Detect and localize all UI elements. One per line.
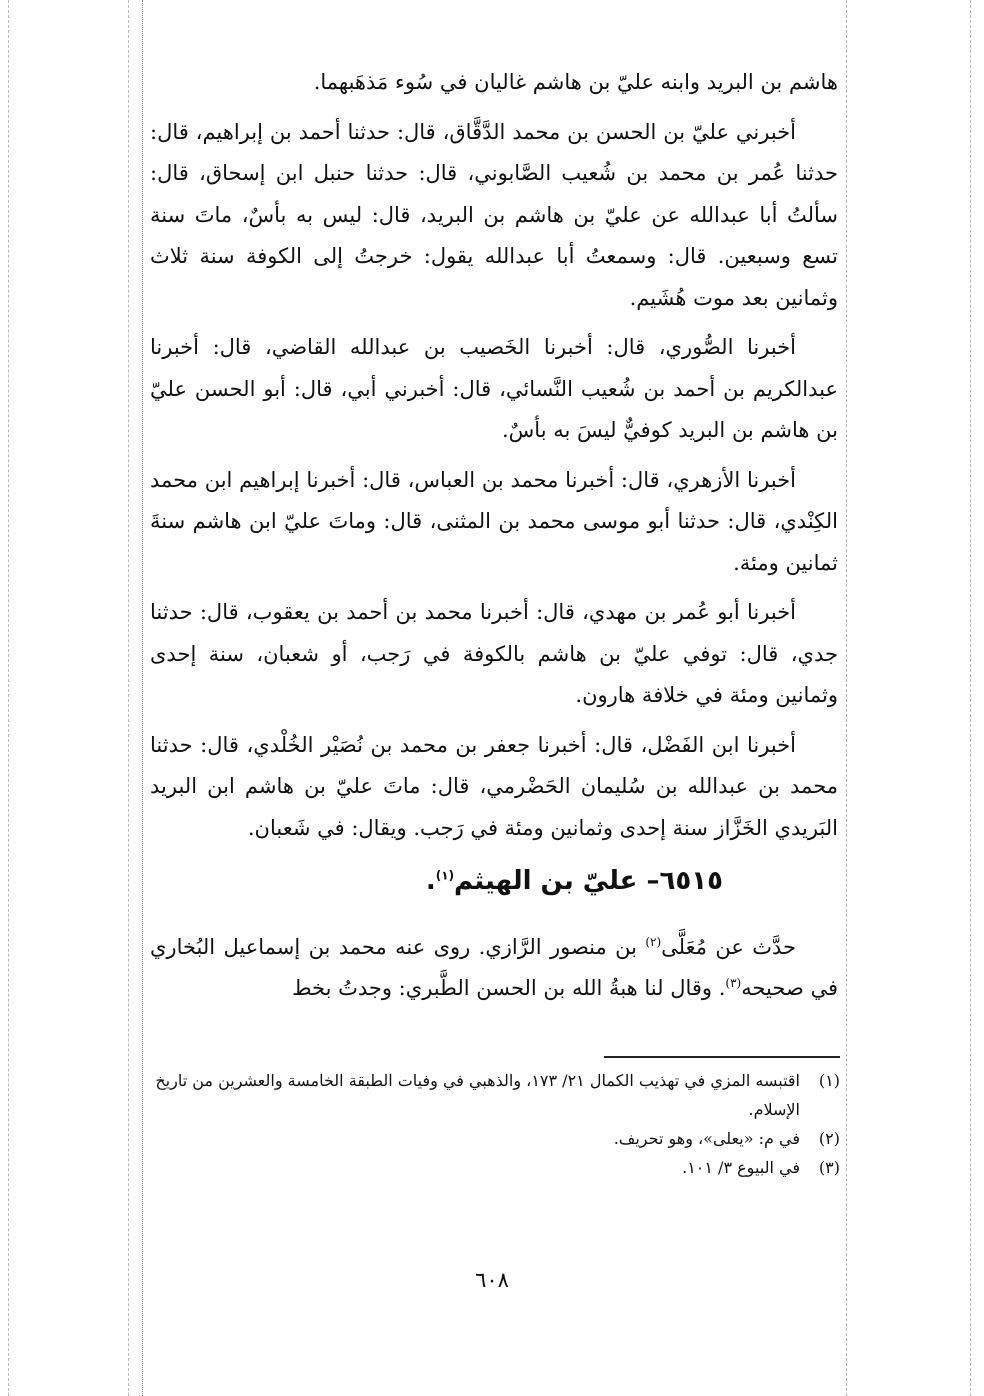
- footnote-number: (٢): [818, 1129, 840, 1148]
- footnote-separator: [604, 1056, 840, 1058]
- footnote-text: اقتبسه المزي في تهذيب الكمال ٢١/ ١٧٣، والذهبي في وفيات الطبقة الخامسة والعشرين من تاريخ الإسلام.: [155, 1071, 800, 1119]
- paragraph: أخبرني عليّ بن الحسن بن محمد الدَّقَّاق، قال: حدثنا أحمد بن إبراهيم، قال: حدثنا عُمر بن محمد بن شُعيب الصَّابوني، قال: حدثنا حنبل ابن إسحاق، قال: سألتُ أبا عبدالله عن عليّ بن هاشم بن البريد، قال: ليس به بأسٌ، ماتَ سنة تسع وسبعين. قال: وسمعتُ أبا عبدالله يقول: خرجتُ إلى الكوفة سنة ثلاث وثمانين بعد موت هُشَيم.: [150, 119, 838, 310]
- entry-number: ٦٥١٥: [659, 866, 723, 896]
- text-span: حدَّث عن مُعَلَّى: [661, 934, 796, 959]
- footnotes: [150, 1066, 840, 1182]
- text-span: . وقال لنا هبةُ الله بن الحسن الطَّبري: وجدتُ بخط: [292, 976, 726, 1000]
- footnote-text: في م: «يعلى»، وهو تحريف.: [613, 1129, 800, 1148]
- footnote-ref: (١): [435, 868, 455, 883]
- footnote-text: في البيوع ٣/ ١٠١.: [682, 1158, 800, 1177]
- page-number: ٦٠٨: [475, 1268, 509, 1292]
- paragraph: أخبرنا الصُّوري، قال: أخبرنا الخَصيب بن عبدالله القاضي، قال: أخبرنا عبدالكريم بن أحمد بن شُعيب النَّسائي، قال: أخبرني أبي، قال: أبو الحسن عليّ بن هاشم بن البريد كوفيٌّ ليسَ به بأسٌ.: [150, 335, 838, 442]
- scan-margin-line: [8, 0, 9, 1396]
- entry-title: عليّ بن الهيثم: [454, 866, 638, 896]
- footnote: [150, 1153, 840, 1182]
- main-text: [150, 62, 838, 1018]
- footnote: [150, 1066, 840, 1124]
- heading-period: .: [425, 866, 436, 896]
- paragraph: [150, 927, 838, 1010]
- footnote-number: (١): [818, 1071, 840, 1090]
- footnote-ref: (٢): [645, 934, 662, 949]
- entry-heading: [150, 861, 838, 903]
- footnote-number: (٣): [818, 1158, 840, 1177]
- paragraph: هاشم بن البريد وابنه عليّ بن هاشم غاليان في سُوء مَذهَبهما.: [313, 70, 838, 94]
- text-span: بن منصور الرَّازي. روى عنه محمد بن إسماعيل البُخاري في صحيحه: [150, 934, 838, 1000]
- scan-margin-line: [128, 0, 129, 1396]
- footnote-ref: (٣): [725, 976, 742, 990]
- scan-margin-line: [142, 0, 143, 1396]
- scan-margin-line: [846, 0, 847, 1396]
- footnote: [150, 1124, 840, 1153]
- heading-dash: –: [637, 866, 660, 896]
- scan-margin-line: [970, 0, 971, 1396]
- paragraph: أخبرنا الأزهري، قال: أخبرنا محمد بن العباس، قال: أخبرنا إبراهيم ابن محمد الكِنْدي، قال: حدثنا أبو موسى محمد بن المثنى، قال: وماتَ عليّ ابن هاشم سنةَ ثمانين ومئة.: [150, 467, 838, 575]
- paragraph: أخبرنا ابن الفَضْل، قال: أخبرنا جعفر بن محمد بن نُصَيْر الخُلْدي، قال: حدثنا محمد بن عبدالله بن سُليمان الحَضْرمي، قال: ماتَ عليّ بن هاشم ابن البريد البَريدي الخَزَّاز سنة إحدى وثمانين ومئة في رَجب. ويقال: في شَعبان.: [150, 732, 838, 840]
- paragraph: أخبرنا أبو عُمر بن مهدي، قال: أخبرنا محمد بن أحمد بن يعقوب، قال: حدثنا جدي، قال: توفي عليّ بن هاشم بالكوفة في رَجب، أو شعبان، سنة إحدى وثمانين ومئة في خلافة هارون.: [150, 600, 838, 707]
